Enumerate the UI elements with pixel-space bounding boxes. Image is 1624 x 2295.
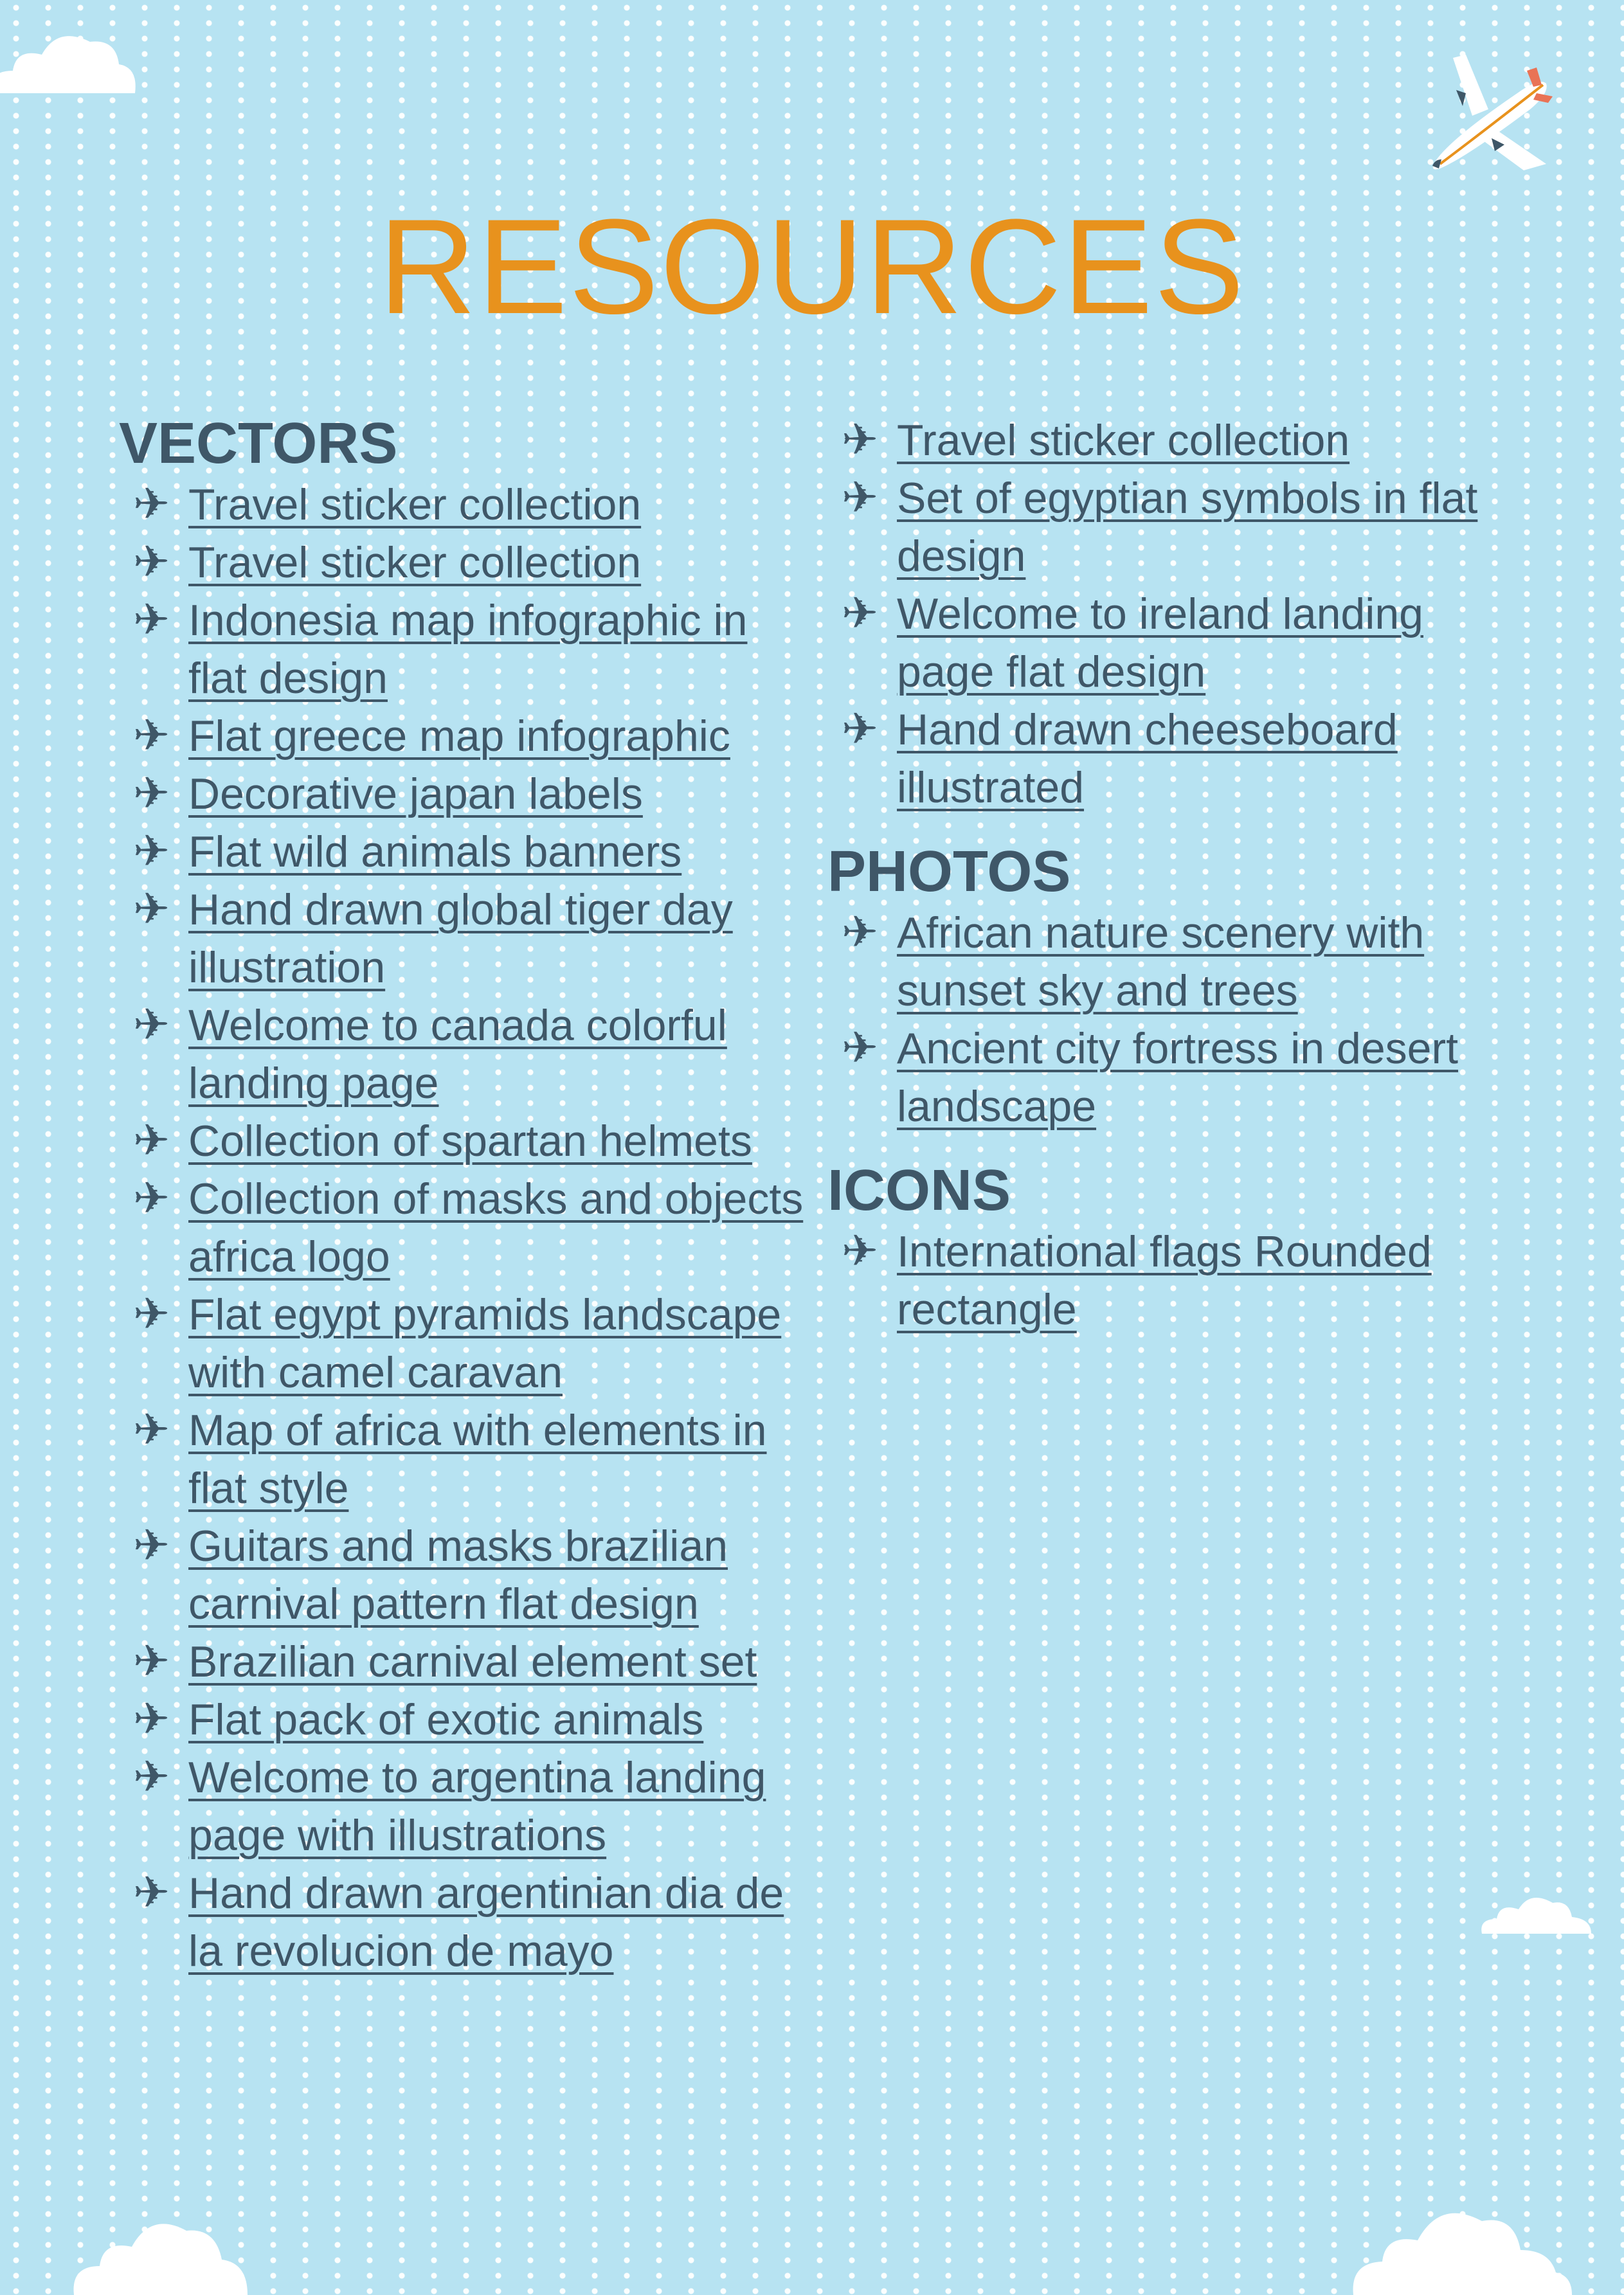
airplane-bullet-icon: ✈ (133, 1000, 170, 1050)
airplane-bullet-icon: ✈ (842, 907, 878, 958)
resource-link[interactable]: Brazilian carnival element set (188, 1637, 757, 1686)
airplane-bullet-icon: ✈ (133, 1405, 170, 1455)
resource-link[interactable]: Map of africa with elements in flat style (188, 1406, 767, 1513)
list-item (119, 1633, 813, 1691)
list-item (119, 1112, 813, 1170)
resource-link[interactable]: Flat wild animals banners (188, 827, 682, 876)
list-item (119, 591, 813, 707)
list-item (119, 534, 813, 591)
list-item (119, 1749, 813, 1864)
resource-link[interactable]: Welcome to ireland landing page flat design (897, 590, 1423, 696)
resource-link[interactable]: Hand drawn global tiger day illustration (188, 885, 733, 992)
airplane-bullet-icon: ✈ (133, 1520, 170, 1571)
section-heading-vectors: VECTORS (119, 411, 398, 476)
list-item (119, 1401, 813, 1517)
list-item (119, 1286, 813, 1401)
airplane-bullet-icon: ✈ (133, 537, 170, 588)
resource-link[interactable]: Collection of masks and objects africa logo (188, 1174, 804, 1281)
list-item (119, 1864, 813, 1980)
airplane-bullet-icon: ✈ (133, 710, 170, 761)
page-title: RESOURCES (378, 191, 1246, 342)
cloud-icon (71, 2199, 251, 2295)
airplane-bullet-icon: ✈ (842, 415, 878, 465)
section-heading-icons: ICONS (827, 1158, 1011, 1223)
airplane-bullet-icon: ✈ (133, 595, 170, 645)
list-item (827, 1020, 1522, 1135)
airplane-bullet-icon: ✈ (842, 1226, 878, 1277)
resource-link[interactable]: Indonesia map infographic in flat design (188, 596, 748, 703)
resource-link[interactable]: Hand drawn argentinian dia de la revolucion de mayo (188, 1869, 784, 1976)
airplane-bullet-icon: ✈ (842, 473, 878, 523)
list-item (827, 411, 1522, 469)
airplane-bullet-icon: ✈ (842, 704, 878, 755)
icons-list (827, 1223, 1522, 1338)
resource-link[interactable]: Travel sticker collection (188, 480, 642, 529)
list-item (119, 476, 813, 534)
resource-link[interactable]: Collection of spartan helmets (188, 1117, 752, 1166)
resource-link[interactable]: Ancient city fortress in desert landscape (897, 1024, 1459, 1131)
list-item (827, 585, 1522, 701)
left-column (119, 411, 813, 1980)
airplane-bullet-icon: ✈ (133, 479, 170, 530)
list-item (827, 469, 1522, 585)
list-item (119, 765, 813, 823)
vectors-list (119, 476, 813, 1980)
resource-link[interactable]: Guitars and masks brazilian carnival pattern flat design (188, 1522, 728, 1628)
resource-link[interactable]: Travel sticker collection (188, 538, 642, 587)
photos-list (827, 904, 1522, 1135)
resource-link[interactable]: International flags Rounded rectangle (897, 1227, 1432, 1334)
list-item (119, 1170, 813, 1286)
airplane-bullet-icon: ✈ (842, 1023, 878, 1074)
list-item (119, 996, 813, 1112)
airplane-bullet-icon: ✈ (133, 1636, 170, 1687)
list-item (119, 707, 813, 765)
airplane-bullet-icon: ✈ (133, 1868, 170, 1918)
airplane-bullet-icon: ✈ (133, 1289, 170, 1340)
airplane-bullet-icon: ✈ (133, 1752, 170, 1803)
airplane-bullet-icon: ✈ (133, 1173, 170, 1224)
airplane-bullet-icon: ✈ (133, 884, 170, 935)
resource-link[interactable]: Welcome to canada colorful landing page (188, 1001, 727, 1108)
airplane-icon (1427, 45, 1556, 180)
airplane-bullet-icon: ✈ (133, 768, 170, 819)
list-item (827, 904, 1522, 1020)
cloud-icon (0, 19, 148, 96)
section-heading-photos: PHOTOS (827, 840, 1071, 904)
resource-link[interactable]: Welcome to argentina landing page with illustrations (188, 1753, 766, 1860)
resource-link[interactable]: Flat pack of exotic animals (188, 1695, 704, 1744)
list-item (119, 881, 813, 996)
list-item (827, 701, 1522, 816)
vectors-list-continued (827, 411, 1522, 816)
cloud-icon (1479, 1890, 1594, 1935)
resource-link[interactable]: African nature scenery with sunset sky and trees (897, 908, 1425, 1015)
resource-link[interactable]: Travel sticker collection (897, 416, 1350, 465)
list-item (827, 1223, 1522, 1338)
resource-link[interactable]: Hand drawn cheeseboard illustrated (897, 705, 1398, 812)
airplane-bullet-icon: ✈ (133, 826, 170, 877)
resource-link[interactable]: Set of egyptian symbols in flat design (897, 474, 1478, 580)
airplane-bullet-icon: ✈ (133, 1115, 170, 1166)
list-item (119, 823, 813, 881)
airplane-bullet-icon: ✈ (842, 588, 878, 639)
resource-link[interactable]: Decorative japan labels (188, 770, 643, 818)
cloud-icon (1350, 2186, 1575, 2295)
resource-link[interactable]: Flat egypt pyramids landscape with camel caravan (188, 1290, 782, 1397)
list-item (119, 1691, 813, 1749)
right-column (827, 411, 1522, 1338)
airplane-bullet-icon: ✈ (133, 1694, 170, 1745)
resource-link[interactable]: Flat greece map infographic (188, 712, 730, 760)
list-item (119, 1517, 813, 1633)
